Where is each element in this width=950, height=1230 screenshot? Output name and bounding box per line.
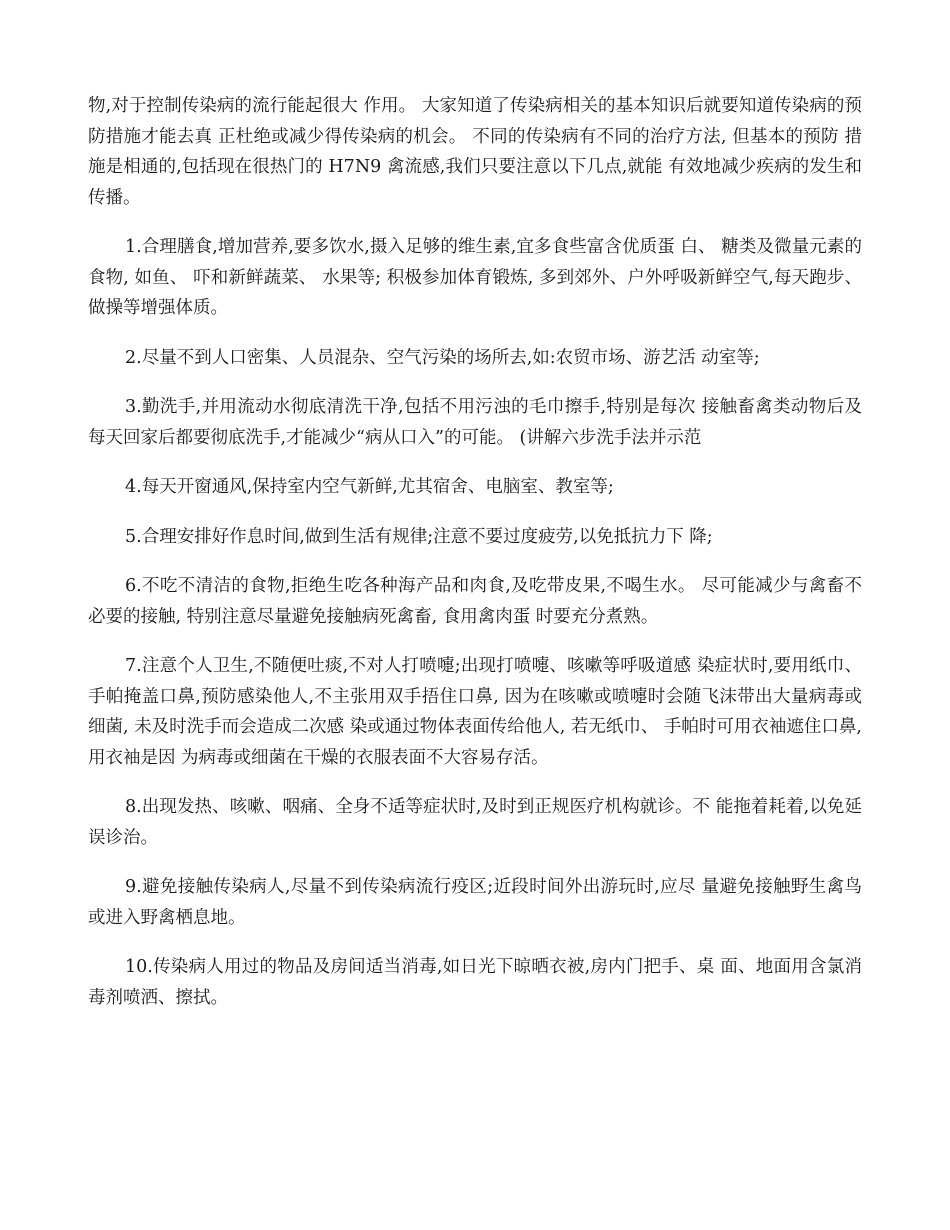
prevention-item-5: 5.合理安排好作息时间,做到生活有规律;注意不要过度疲劳,以免抵抗力下 降; — [125, 526, 713, 547]
prevention-item-3: 3.勤洗手,并用流动水彻底清洗干净,包括不用污浊的毛巾擦手,特别是每次 接触畜禽类动物后及每天回家后都要彻底洗手,才能减少“病从口入”的可能。 (讲解六步洗手法并示范 — [88, 397, 862, 448]
document-page — [88, 91, 862, 1032]
prevention-item-7: 7.注意个人卫生,不随便吐痰,不对人打喷嚏;出现打喷嚏、咳嗽等呼吸道感 染症状时,要用纸巾、手帕掩盖口鼻,预防感染他人,不主张用双手捂住口鼻, 因为在咳嗽或喷嚏时会随飞沫带出大量病毒或细菌, 未及时洗手而会造成二次感 染或通过物体表面传给他人, 若无纸巾、 手帕时可用衣袖遮住口鼻, 用衣袖是因 为病毒或细菌在干燥的衣服表面不大容易存活。 — [88, 656, 862, 768]
prevention-item-9: 9.避免接触传染病人,尽量不到传染病流行疫区;近段时间外出游玩时,应尽 量避免接触野生禽鸟或进入野禽栖息地。 — [88, 877, 862, 928]
intro-paragraph: 物,对于控制传染病的流行能起很大 作用。 大家知道了传染病相关的基本知识后就要知道传染病的预防措施才能去真 正杜绝或减少得传染病的机会。 不同的传染病有不同的治疗方法, 但基本的预防 措施是相通的,包括现在很热门的 H7N9 禽流感,我们只要注意以下几点,就能 有效地减少疾病的发生和传播。 — [88, 96, 862, 208]
prevention-item-10: 10.传染病人用过的物品及房间适当消毒,如日光下晾晒衣被,房内门把手、桌 面、地面用含氯消毒剂喷洒、擦拭。 — [88, 957, 862, 1008]
prevention-item-6: 6.不吃不清洁的食物,拒绝生吃各种海产品和肉食,及吃带皮果,不喝生水。 尽可能减少与禽畜不必要的接触, 特别注意尽量避免接触病死禽畜, 食用禽肉蛋 时要充分煮熟。 — [88, 576, 862, 627]
prevention-item-8: 8.出现发热、咳嗽、咽痛、全身不适等症状时,及时到正规医疗机构就诊。不 能拖着耗着,以免延误诊治。 — [88, 797, 862, 848]
prevention-item-1: 1.合理膳食,增加营养,要多饮水,摄入足够的维生素,宜多食些富含优质蛋 白、 糖类及微量元素的食物, 如鱼、 吓和新鲜蔬菜、 水果等; 积极参加体育锻炼, 多到郊外、户外呼吸新鲜空气,每天跑步、做操等增强体质。 — [88, 237, 862, 318]
prevention-item-4: 4.每天开窗通风,保持室内空气新鲜,尤其宿舍、电脑室、教室等; — [125, 477, 614, 497]
prevention-item-2: 2.尽量不到人口密集、人员混杂、空气污染的场所去,如:农贸市场、游艺活 动室等; — [125, 347, 760, 368]
